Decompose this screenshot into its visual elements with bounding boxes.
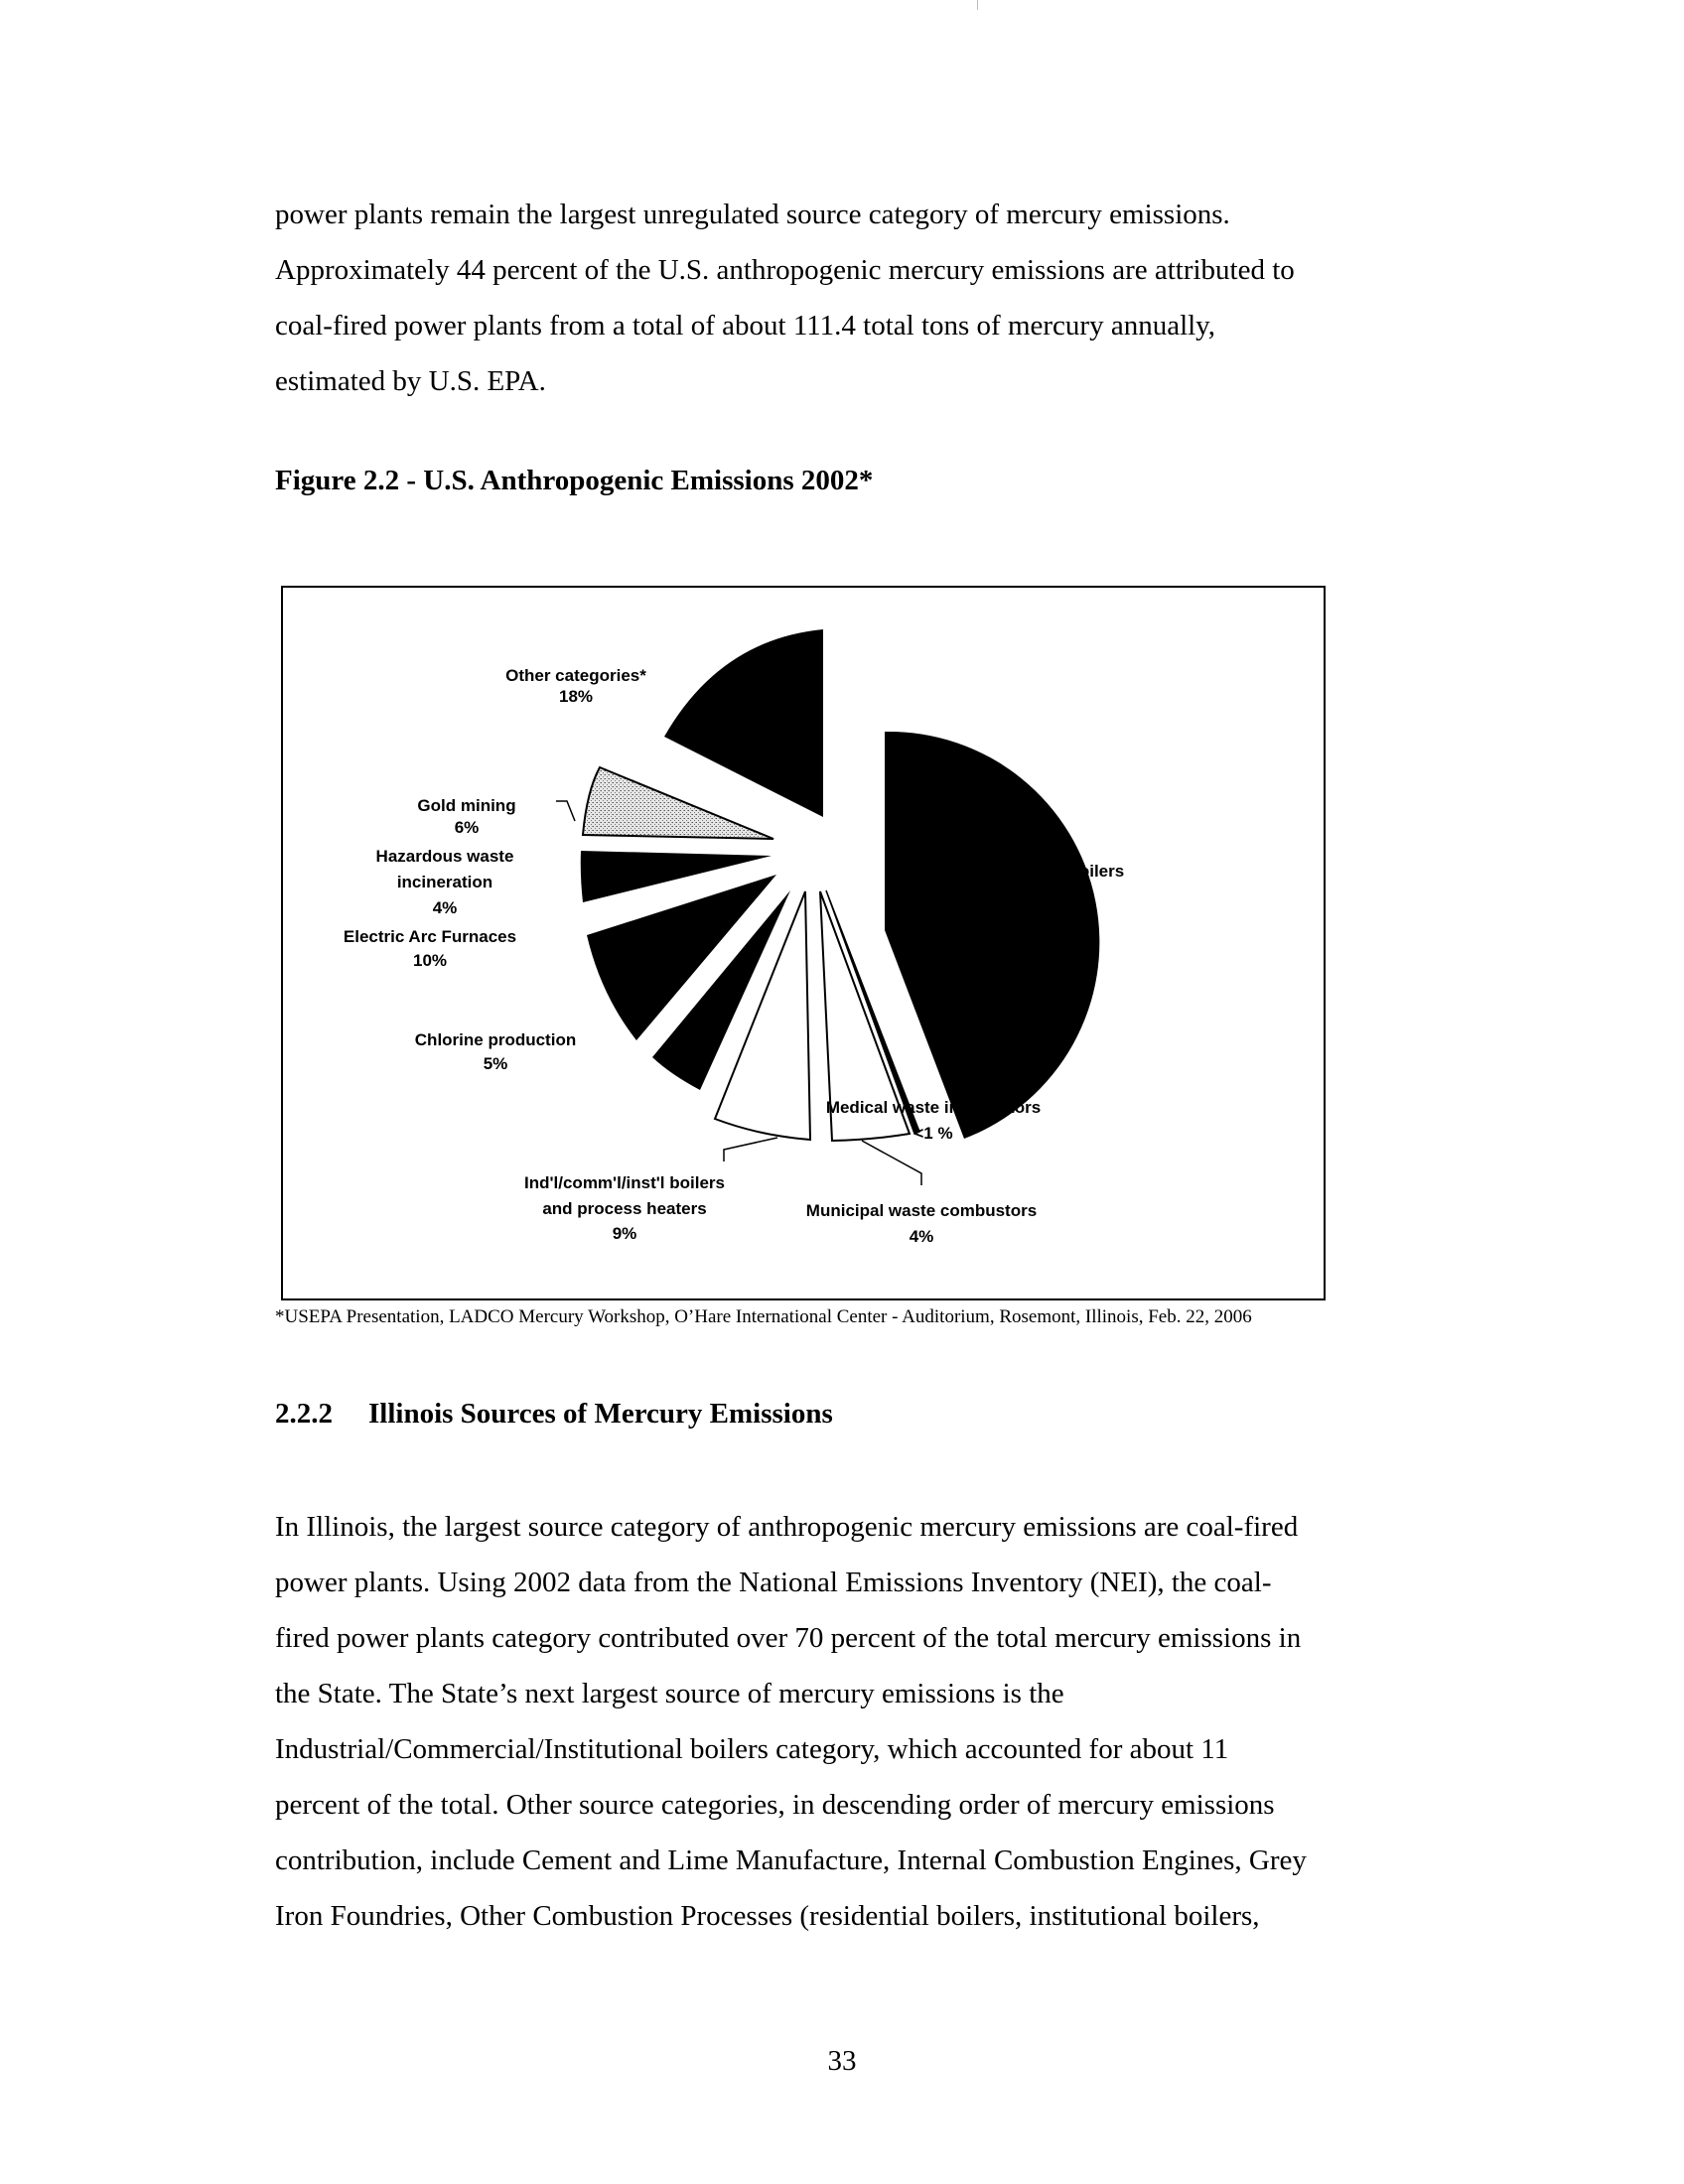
label-indl-name: Ind'l/comm'l/inst'l boilers xyxy=(524,1173,725,1192)
intro-line: power plants remain the largest unregulated source category of mercury emissions. xyxy=(275,199,1230,230)
body-line: percent of the total. Other source categories, in descending order of mercury emissions xyxy=(275,1789,1275,1821)
section-number: 2.2.2 xyxy=(275,1398,333,1430)
intro-line: Approximately 44 percent of the U.S. anthropogenic mercury emissions are attributed to xyxy=(275,254,1295,286)
page-number: 33 xyxy=(827,2045,857,2077)
pie-chart xyxy=(281,586,1326,1300)
pie-chart-svg xyxy=(283,588,1328,1302)
body-line: contribution, include Cement and Lime Manufacture, Internal Combustion Engines, Grey xyxy=(275,1844,1307,1876)
slice-gold-mining xyxy=(583,767,773,839)
label-indl-name2: and process heaters xyxy=(542,1199,707,1218)
label-indl-pct: 9% xyxy=(612,1224,637,1243)
slice-other-categories xyxy=(664,629,823,817)
body-line: fired power plants category contributed over 70 percent of the total mercury emissions in xyxy=(275,1622,1302,1654)
body-line: In Illinois, the largest source category of anthropogenic mercury emissions are coal-fired xyxy=(275,1511,1299,1543)
label-medical-pct: <1 % xyxy=(913,1124,953,1143)
label-eaf-name: Electric Arc Furnaces xyxy=(343,927,517,946)
slice-utility-coal-boilers xyxy=(885,732,1099,1139)
label-gold-name: Gold mining xyxy=(417,796,516,815)
label-gold-pct: 6% xyxy=(454,818,480,837)
section-title: Illinois Sources of Mercury Emissions xyxy=(368,1398,833,1430)
label-eaf-pct: 10% xyxy=(412,951,448,970)
intro-line: estimated by U.S. EPA. xyxy=(275,365,546,397)
label-haz-pct: 4% xyxy=(432,898,458,917)
label-chlorine-name: Chlorine production xyxy=(414,1030,577,1049)
label-chlorine-pct: 5% xyxy=(483,1054,508,1073)
label-other-pct: 18% xyxy=(558,687,594,706)
label-medical-name: Medical waste incinerators xyxy=(825,1098,1042,1117)
figure-footnote: *USEPA Presentation, LADCO Mercury Workshop, O’Hare International Center - Auditorium, Rosemont, Illinois, Feb. 22, 2006 xyxy=(275,1306,1252,1327)
leader-indl xyxy=(724,1138,777,1161)
scan-mark xyxy=(977,0,978,10)
label-utility-pct: 44% xyxy=(1034,887,1069,906)
leader-muni xyxy=(862,1141,921,1185)
body-line: Iron Foundries, Other Combustion Processes (residential boilers, institutional boilers, xyxy=(275,1900,1260,1932)
label-haz-name: Hazardous waste xyxy=(375,847,514,866)
label-other-name: Other categories* xyxy=(505,666,646,685)
intro-line: coal-fired power plants from a total of about 111.4 total tons of mercury annually, xyxy=(275,310,1216,341)
section-heading xyxy=(275,1398,833,1431)
label-municipal-name: Municipal waste combustors xyxy=(805,1201,1038,1220)
leader-gold xyxy=(556,801,575,821)
body-line: Industrial/Commercial/Institutional boilers category, which accounted for about 11 xyxy=(275,1733,1229,1765)
body-line: the State. The State’s next largest source of mercury emissions is the xyxy=(275,1678,1064,1709)
figure-title: Figure 2.2 - U.S. Anthropogenic Emissions 2002* xyxy=(275,465,874,496)
body-line: power plants. Using 2002 data from the National Emissions Inventory (NEI), the coal- xyxy=(275,1567,1272,1598)
label-utility-name: Utility coal boilers xyxy=(978,862,1125,881)
label-haz-name2: incineration xyxy=(396,873,493,891)
label-municipal-pct: 4% xyxy=(909,1227,934,1246)
